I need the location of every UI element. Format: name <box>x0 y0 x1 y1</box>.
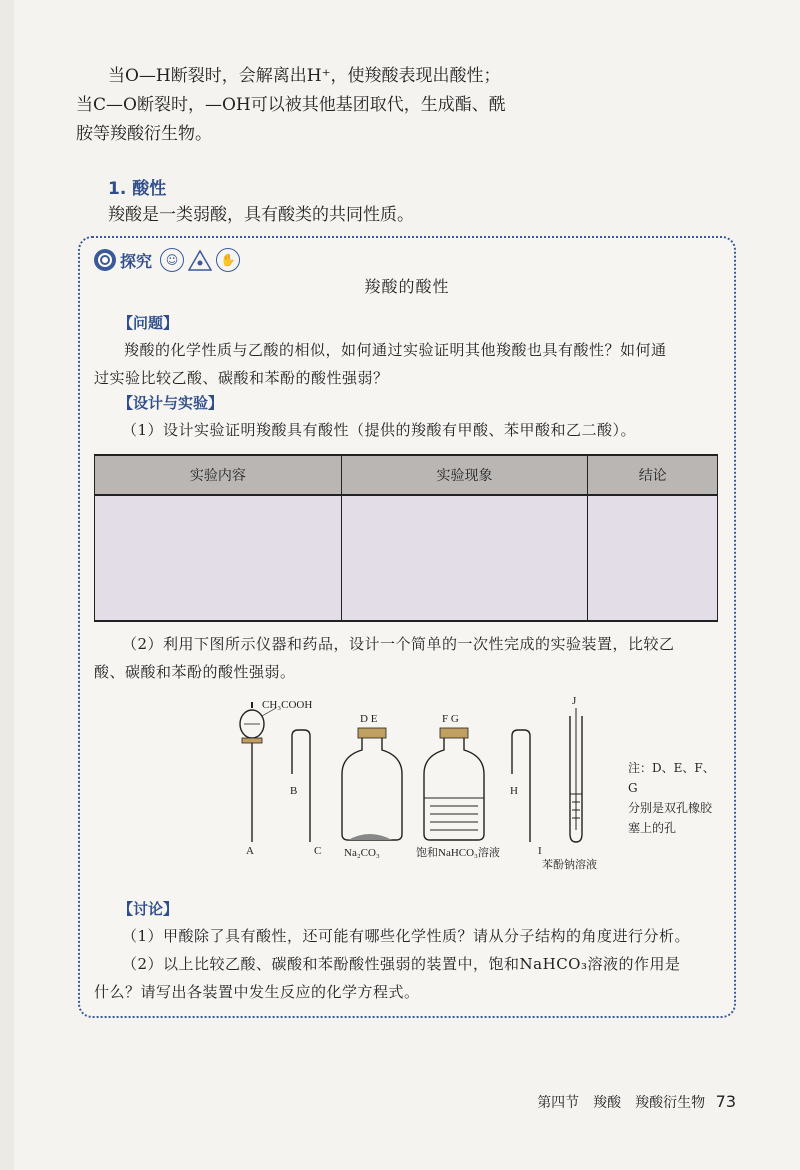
section-text: 羧酸是一类弱酸，具有酸类的共同性质。 <box>108 205 414 225</box>
label-h: H <box>510 785 518 797</box>
page-edge <box>0 0 14 1170</box>
page-footer <box>537 1092 736 1112</box>
discussion-icon: ☺ <box>160 248 184 272</box>
discussion-heading: 【讨论】 <box>118 900 179 918</box>
design-item-1: （1）设计实验证明羧酸具有酸性（提供的羧酸有甲酸、苯甲酸和乙二酸）。 <box>122 421 637 439</box>
label-c: C <box>314 845 322 857</box>
table-row <box>95 495 718 621</box>
table-cell[interactable] <box>588 495 718 621</box>
bottle-de <box>342 728 402 840</box>
apparatus-diagram <box>220 694 620 874</box>
intro-line-2: 当C—O断裂时，—OH可以被其他基团取代，生成酯、酰 <box>76 95 506 115</box>
table-header: 实验现象 <box>341 455 588 495</box>
question-line-2: 过实验比较乙酸、碳酸和苯酚的酸性强弱？ <box>94 369 389 387</box>
note-line-3: 塞上的孔 <box>628 821 677 835</box>
label-i: I <box>538 845 542 857</box>
design-item-2-line-1: （2）利用下图所示仪器和药品，设计一个简单的一次性完成的实验装置，比较乙 <box>122 635 675 653</box>
reagent-ch3cooh: CH₃COOH <box>262 699 313 711</box>
design-heading: 【设计与实验】 <box>118 394 224 412</box>
note-line-1: 注：D、E、F、G <box>628 761 715 795</box>
funnel-a <box>240 702 276 842</box>
label-de: D E <box>360 713 378 725</box>
table-cell[interactable] <box>95 495 342 621</box>
apparatus-note <box>628 758 718 838</box>
intro-line-3: 胺等羧酸衍生物。 <box>76 124 212 144</box>
page-number: 73 <box>715 1092 736 1111</box>
label-fg: F G <box>442 713 459 725</box>
footer-section: 第四节 羧酸 羧酸衍生物 <box>537 1095 706 1111</box>
section-heading: 1. 酸性 <box>108 179 167 199</box>
question-line-1: 羧酸的化学性质与乙酸的相似，如何通过实验证明其他羧酸也具有酸性？如何通 <box>124 341 667 359</box>
explore-box <box>78 236 736 1018</box>
intro-line-1: 当O—H断裂时，会解离出H⁺，使羧酸表现出酸性； <box>108 66 501 86</box>
label-a: A <box>246 845 254 857</box>
triangle-icon <box>188 249 212 271</box>
table-cell[interactable] <box>341 495 588 621</box>
hand-icon: ✋ <box>216 248 240 272</box>
label-j: J <box>572 695 577 707</box>
experiment-table <box>94 454 718 622</box>
explore-header <box>94 248 240 272</box>
explore-title: 羧酸的酸性 <box>364 277 450 296</box>
design-item-2-line-2: 酸、碳酸和苯酚的酸性强弱。 <box>94 663 296 681</box>
discussion-item-2-line-1: （2）以上比较乙酸、碳酸和苯酚酸性强弱的装置中，饱和NaHCO₃溶液的作用是 <box>122 955 681 973</box>
reagent-na2co3: Na₂CO₃ <box>344 847 380 859</box>
table-header: 结论 <box>588 455 718 495</box>
reagent-nahco3: 饱和NaHCO₃溶液 <box>416 847 500 859</box>
reagent-phenolate: 苯酚钠溶液 <box>542 859 597 871</box>
explore-label: 探究 <box>120 251 153 271</box>
test-tube-j <box>570 708 582 842</box>
table-header-row <box>95 455 718 495</box>
table-header: 实验内容 <box>95 455 342 495</box>
intro-paragraph <box>76 62 736 149</box>
label-b: B <box>290 785 298 797</box>
question-heading: 【问题】 <box>118 314 179 332</box>
discussion-item-2-line-2: 什么？请写出各装置中发生反应的化学方程式。 <box>94 983 420 1001</box>
discussion-item-1: （1）甲酸除了具有酸性，还可能有哪些化学性质？请从分子结构的角度进行分析。 <box>122 927 691 945</box>
bottle-fg <box>424 728 484 840</box>
target-icon <box>94 249 116 271</box>
note-line-2: 分别是双孔橡胶 <box>628 801 713 815</box>
